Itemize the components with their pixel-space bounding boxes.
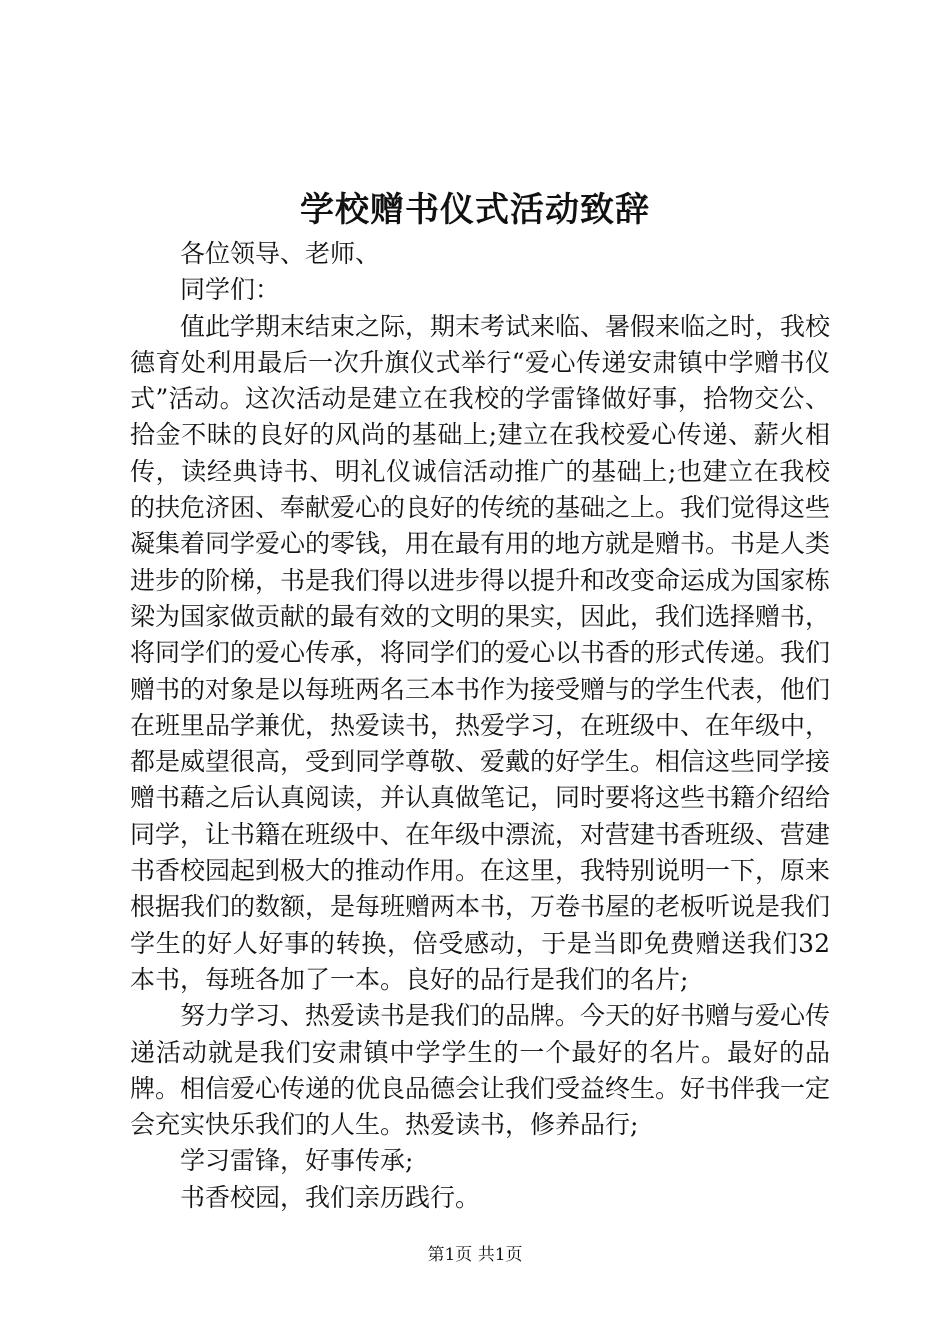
closing-line-2: 书香校园，我们亲历践行。	[180, 1182, 481, 1212]
body-paragraph-2: 努力学习、热爱读书是我们的品牌。今天的好书赠与爱心传递活动就是我们安肃镇中学学生的一个最好的名片。最好的品牌。相信爱心传递的优良品德会让我们受益终生。好书伴我一定会充实快乐我们的人生。热爱读书，修养品行;	[130, 1001, 831, 1140]
closing-line-1: 学习雷锋，好事传承;	[180, 1146, 414, 1176]
document-body	[130, 236, 830, 1216]
document-title: 学校赠书仪式活动致辞	[300, 190, 650, 230]
page-footer: 第1页 共1页	[427, 1245, 523, 1265]
salutation-line-1: 各位领导、老师、	[180, 239, 381, 268]
body-paragraph-1: 值此学期末结束之际，期末考试来临、暑假来临之时，我校德育处利用最后一次升旗仪式举行“爱心传递安肃镇中学赠书仪式”活动。这次活动是建立在我校的学雷锋做好事，拾物交公、拾金不昧的良好的风尚的基础上;建立在我校爱心传递、薪火相传，读经典诗书、明礼仪诚信活动推广的基础上;也建立在我校的扶危济困、奉献爱心的良好的传统的基础之上。我们觉得这些凝集着同学爱心的零钱，用在最有用的地方就是赠书。书是人类进步的阶梯，书是我们得以进步得以提升和改变命运成为国家栋梁为国家做贡献的最有效的文明的果实，因此，我们选择赠书，将同学们的爱心传承，将同学们的爱心以书香的形式传递。我们赠书的对象是以每班两名三本书作为接受赠与的学生代表，他们在班里品学兼优，热爱读书，热爱学习，在班级中、在年级中，都是威望很高，受到同学尊敬、爱戴的好学生。相信这些同学接赠书藉之后认真阅读，并认真做笔记，同时要将这些书籍介绍给同学，让书籍在班级中、在年级中漂流，对营建书香班级、营建书香校园起到极大的推动作用。在这里，我特别说明一下，原来根据我们的数额，是每班赠两本书，万卷书屋的老板听说是我们学生的好人好事的转换，倍受感动，于是当即免费赠送我们32本书，每班各加了一本。良好的品行是我们的名片;	[130, 311, 831, 994]
salutation-line-2: 同学们：	[180, 275, 281, 305]
